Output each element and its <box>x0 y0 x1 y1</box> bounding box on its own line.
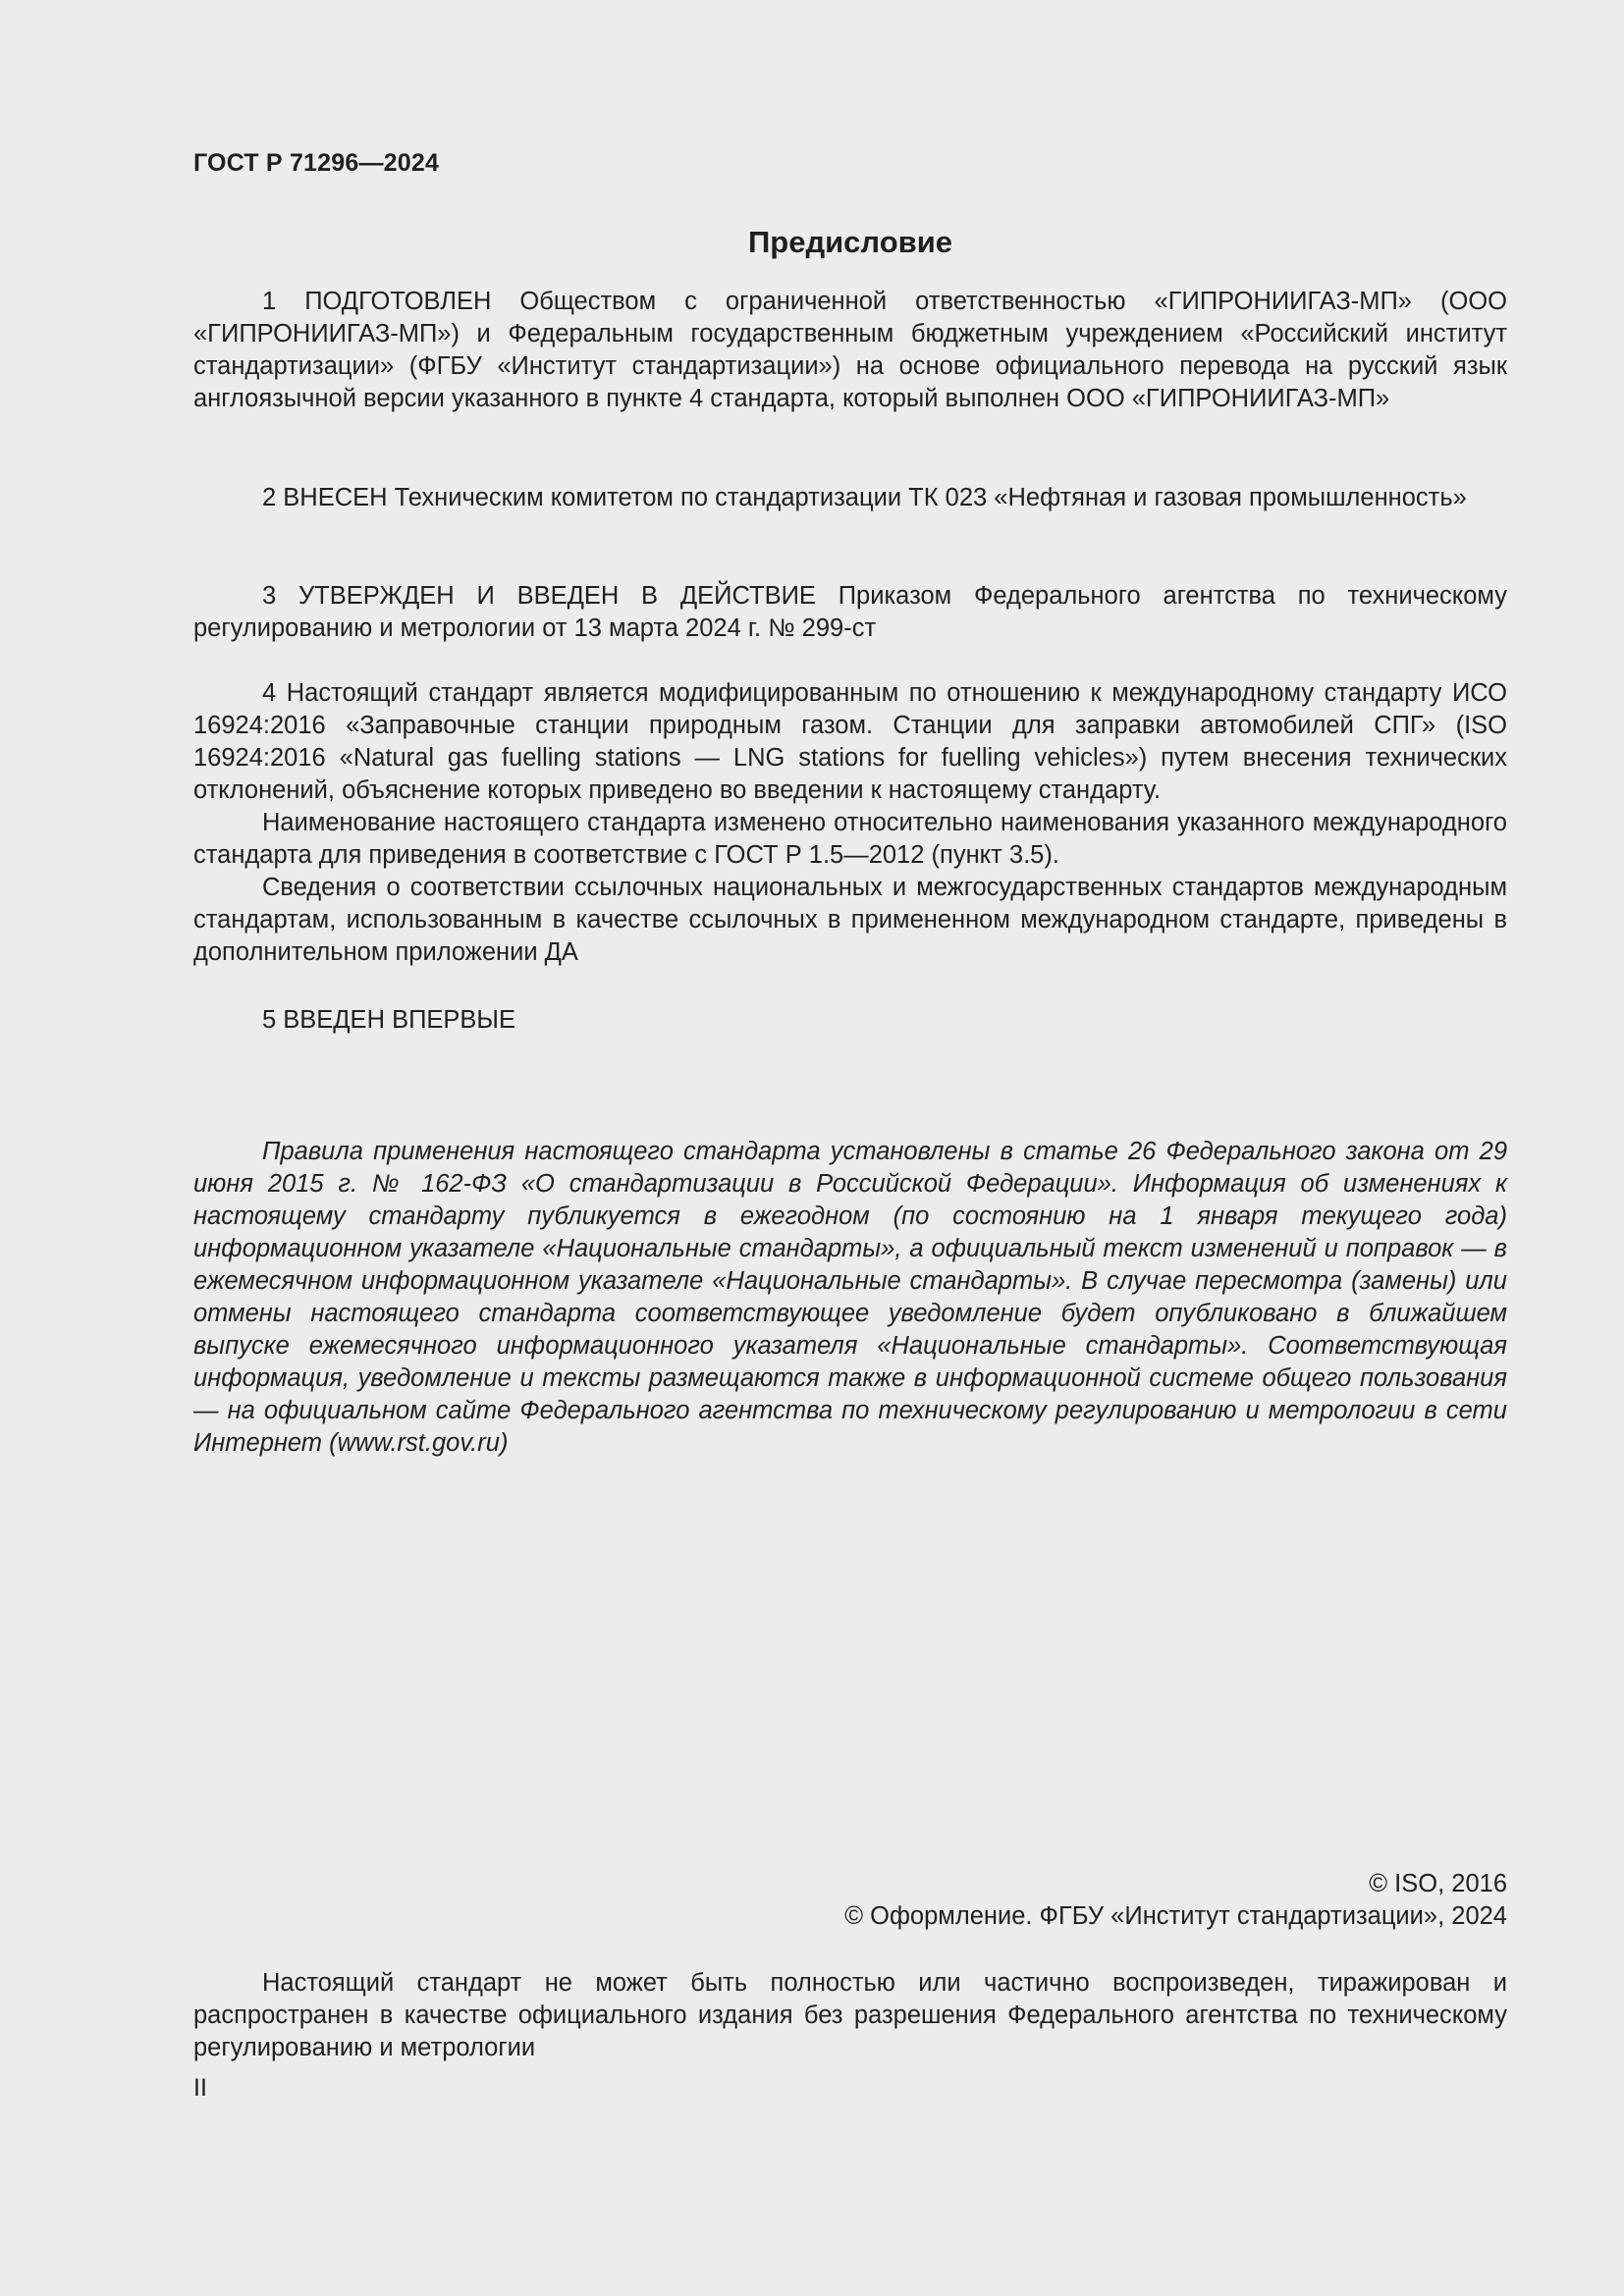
reproduction-notice-text: Настоящий стандарт не может быть полностью или частично воспроизведен, тиражирован и распространен в качестве официального издания без разрешения Федерального агентства по техническому регулированию и метрологии <box>193 1969 1507 2061</box>
document-code: ГОСТ Р 71296—2024 <box>193 149 440 177</box>
foreword-item-2-text: 2 ВНЕСЕН Техническим комитетом по стандартизации ТК 023 «Нефтяная и газовая промышленность» <box>262 484 1467 511</box>
rules-notice <box>193 1136 1507 1460</box>
page-title: Предисловие <box>747 225 952 259</box>
foreword-item-4-paragraph-1: 4 Настоящий стандарт является модифицированным по отношению к международному стандарту ИСО 16924:2016 «Заправочные станции природным газом. Станции для заправки автомобилей СПГ» (ISO 16924:2016 «Natural gas fuelling stations — LNG stations for fuelling vehicles») путем внесения технических отклонений, объяснение которых приведено во введении к настоящему стандарту. <box>193 679 1507 804</box>
rules-notice-text: Правила применения настоящего стандарта установлены в статье 26 Федерального закона от 29 июня 2015 г. № 162-ФЗ «О стандартизации в Российской Федерации». Информация об изменениях к настоящему стандарту публикуется в ежегодном (по состоянию на 1 января текущего года) информационном указателе «Национальные стандарты», а официальный текст изменений и поправок — в ежемесячном информационном указателе «Национальные стандарты». В случае пересмотра (замены) или отмены настоящего стандарта соответствующее уведомление будет опубликовано в ближайшем выпуске ежемесячного информационного указателя «Национальные стандарты». Соответствующая информация, уведомление и тексты размещаются также в информационной системе общего пользования — на официальном сайте Федерального агентства по техническому регулированию и метрологии в сети Интернет (www.rst.gov.ru) <box>193 1138 1507 1457</box>
foreword-item-5 <box>193 1004 1507 1037</box>
foreword-item-5-text: 5 ВВЕДЕН ВПЕРВЫЕ <box>262 1006 516 1034</box>
copyright-design: © Оформление. ФГБУ «Институт стандартизации», 2024 <box>844 1902 1507 1930</box>
foreword-item-4 <box>193 677 1507 969</box>
copyright-iso: © ISO, 2016 <box>1369 1870 1507 1897</box>
foreword-item-3-text: 3 УТВЕРЖДЕН И ВВЕДЕН В ДЕЙСТВИЕ Приказом Федерального агентства по техническому регулированию и метрологии от 13 марта 2024 г. № 299-ст <box>193 582 1507 642</box>
copyright-block <box>193 1868 1507 1933</box>
foreword-item-1-text: 1 ПОДГОТОВЛЕН Обществом с ограниченной ответственностью «ГИПРОНИИГАЗ-МП» (ООО «ГИПРОНИИГАЗ-МП») и Федеральным государственным бюджетным учреждением «Российский институт стандартизации» (ФГБУ «Институт стандартизации») на основе официального перевода на русский язык англоязычной версии указанного в пункте 4 стандарта, который выполнен ООО «ГИПРОНИИГАЗ-МП» <box>193 288 1507 412</box>
page-number: II <box>193 2074 207 2102</box>
foreword-item-3 <box>193 580 1507 645</box>
foreword-item-4-paragraph-2: Наименование настоящего стандарта изменено относительно наименования указанного международного стандарта для приведения в соответствие с ГОСТ Р 1.5—2012 (пункт 3.5). <box>193 809 1507 869</box>
foreword-item-4-paragraph-3: Сведения о соответствии ссылочных национальных и межгосударственных стандартов международным стандартам, использованным в качестве ссылочных в примененном международном стандарте, приведены в дополнительном приложении ДА <box>193 874 1507 966</box>
reproduction-notice <box>193 1967 1507 2064</box>
foreword-item-2 <box>193 482 1507 514</box>
foreword-item-1 <box>193 286 1507 415</box>
